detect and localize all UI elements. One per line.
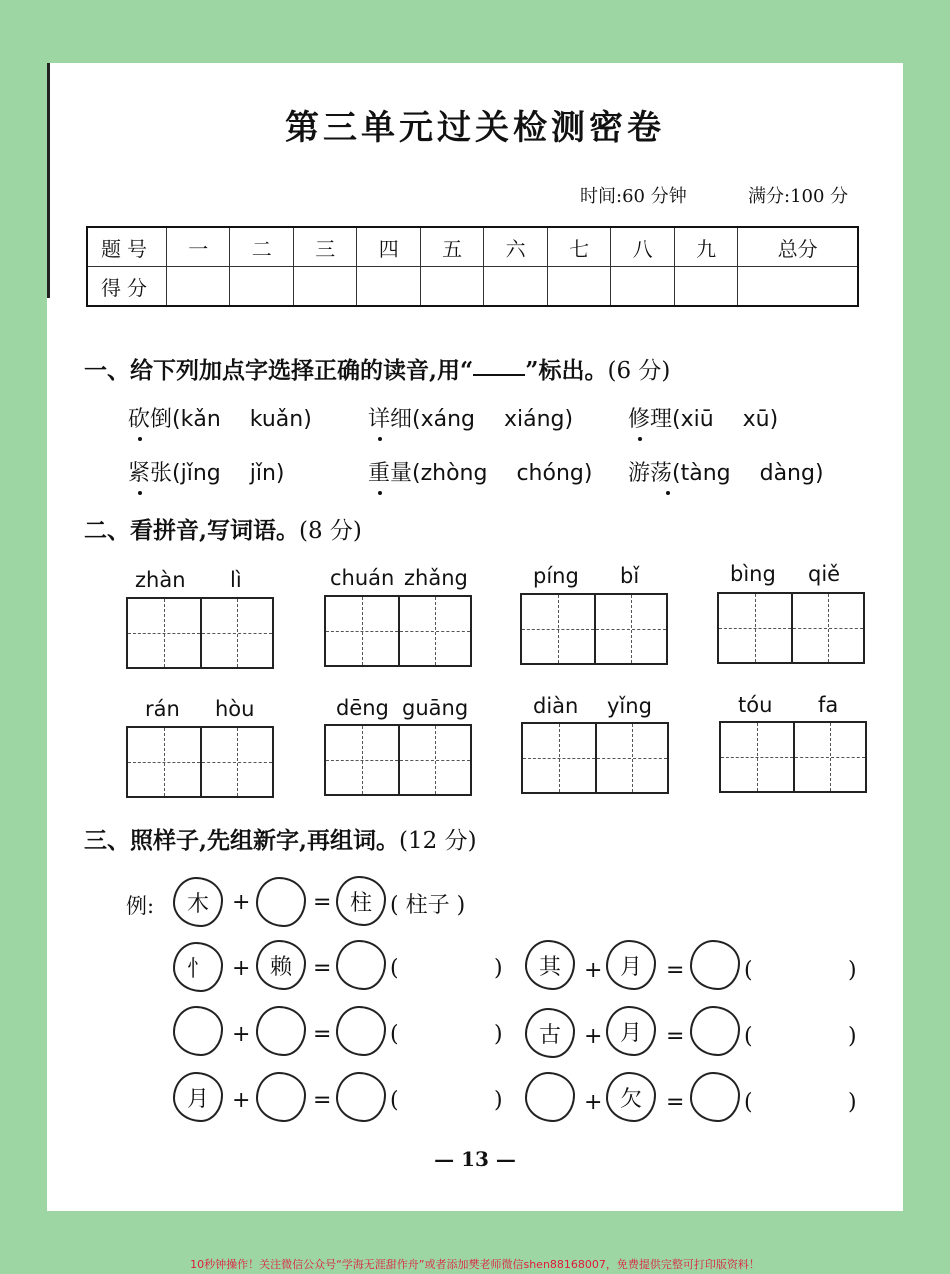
score-table-score-row: [87, 267, 858, 307]
score-cell[interactable]: [420, 267, 483, 307]
q1-item: [128, 456, 284, 487]
flower-box[interactable]: [336, 940, 386, 990]
plus-sign: +: [232, 1088, 251, 1113]
flower-box[interactable]: [690, 1006, 740, 1056]
plus-sign: +: [232, 890, 251, 915]
flower-box[interactable]: [256, 1072, 306, 1122]
pinyin-label: píng: [533, 564, 579, 588]
equals-sign: =: [666, 958, 685, 983]
pinyin-label: bìng: [730, 562, 776, 586]
q1-options[interactable]: (kǎn kuǎn): [172, 407, 312, 432]
score-cell[interactable]: [547, 267, 610, 307]
q1-options[interactable]: (tàng dàng): [672, 461, 824, 486]
score-col: 七: [547, 227, 610, 267]
flower-box[interactable]: [525, 1072, 575, 1122]
underline-sample: [473, 368, 525, 376]
q1-item: [368, 402, 573, 433]
open-paren: (: [744, 1024, 753, 1049]
example-label: 例:: [126, 894, 155, 918]
score-col: 一: [167, 227, 230, 267]
q1-options[interactable]: (xiū xū): [672, 407, 779, 432]
open-paren: (: [390, 956, 399, 981]
writing-grid[interactable]: [717, 592, 865, 664]
close-paren: ): [494, 1088, 503, 1113]
open-paren: (: [744, 958, 753, 983]
q1-options[interactable]: (xáng xiáng): [412, 407, 574, 432]
pinyin-label: fa: [818, 693, 839, 717]
q1-item: [628, 402, 778, 433]
section1-points: (6 分): [607, 358, 671, 384]
page-title: 第三单元过关检测密卷: [285, 108, 665, 148]
q1-word: 砍倒: [128, 407, 173, 432]
pinyin-label: diàn: [533, 694, 579, 718]
section3-heading: [84, 822, 477, 855]
score-table-header-row: [87, 227, 858, 267]
emphasis-dot: [138, 437, 142, 441]
writing-grid[interactable]: [521, 722, 669, 794]
equals-sign: =: [313, 956, 332, 981]
equals-sign: =: [313, 1088, 332, 1113]
score-col: 九: [674, 227, 737, 267]
section2-points: (8 分): [299, 518, 362, 544]
flower-box[interactable]: [336, 1006, 386, 1056]
flower-box[interactable]: 欠: [606, 1072, 656, 1122]
score-cell[interactable]: [611, 267, 674, 307]
writing-grid[interactable]: [126, 597, 274, 669]
close-paren: ): [848, 958, 857, 983]
score-table-row1-header: 题号: [87, 227, 167, 267]
score-cell[interactable]: [738, 267, 858, 307]
section2-title: 二、看拼音,写词语。: [84, 517, 300, 544]
q1-word: 紧张: [128, 461, 173, 486]
flower-box: 柱: [336, 876, 386, 926]
writing-grid[interactable]: [126, 726, 274, 798]
score-cell[interactable]: [293, 267, 356, 307]
flower-box: 木: [173, 877, 223, 927]
flower-box: [256, 877, 306, 927]
open-paren: (: [744, 1090, 753, 1115]
score-table-row2-header: 得分: [87, 267, 167, 307]
score-col: 六: [484, 227, 547, 267]
equals-sign: =: [666, 1024, 685, 1049]
pinyin-label: tóu: [738, 693, 773, 717]
q1-options[interactable]: (jǐng jǐn): [172, 461, 285, 486]
footer-notice: 10秒钟操作！关注微信公众号“学海无涯甜作舟”或者添加樊老师微信shen88168007，免费提供完整可打印版资料！: [190, 1258, 760, 1271]
section3-points: (12 分): [399, 828, 477, 854]
q1-word: 修理: [628, 407, 673, 432]
score-col: 五: [420, 227, 483, 267]
pinyin-label: dēng: [336, 696, 389, 720]
section1-heading: [84, 352, 670, 385]
page-edge: [47, 63, 50, 298]
pinyin-label: chuán: [330, 566, 395, 590]
emphasis-dot: [378, 491, 382, 495]
pinyin-label: zhǎng: [404, 566, 468, 590]
writing-grid[interactable]: [719, 721, 867, 793]
section1-title-b: ”标出。: [525, 357, 608, 384]
flower-box[interactable]: [690, 1072, 740, 1122]
time-label: 时间:60 分钟: [580, 186, 687, 207]
pinyin-label: qiě: [808, 562, 841, 586]
writing-grid[interactable]: [324, 595, 472, 667]
section1-title-a: 一、给下列加点字选择正确的读音,用“: [84, 357, 474, 384]
flower-box[interactable]: 其: [525, 940, 575, 990]
q1-item: [368, 456, 592, 487]
flower-box[interactable]: [690, 940, 740, 990]
close-paren: ): [494, 1022, 503, 1047]
page-number: — 13 —: [434, 1147, 516, 1171]
writing-grid[interactable]: [520, 593, 668, 665]
plus-sign: +: [584, 1024, 603, 1049]
score-cell[interactable]: [167, 267, 230, 307]
open-paren: (: [390, 1022, 399, 1047]
open-paren: (: [390, 1088, 399, 1113]
score-table: [86, 226, 859, 307]
plus-sign: +: [584, 958, 603, 983]
q1-word: 重量: [368, 461, 413, 486]
q1-item: [128, 402, 312, 433]
flower-box[interactable]: 忄: [173, 942, 223, 992]
pinyin-label: zhàn: [135, 568, 186, 592]
score-col: 四: [357, 227, 420, 267]
section3-title: 三、照样子,先组新字,再组词。: [84, 827, 400, 854]
pinyin-label: rán: [145, 697, 180, 721]
writing-grid[interactable]: [324, 724, 472, 796]
emphasis-dot: [138, 491, 142, 495]
pinyin-label: hòu: [215, 697, 255, 721]
q1-word: 游荡: [628, 461, 673, 486]
flower-box[interactable]: [256, 1006, 306, 1056]
flower-box[interactable]: 月: [606, 940, 656, 990]
score-col: 二: [230, 227, 293, 267]
close-paren: ): [494, 956, 503, 981]
score-col: 三: [293, 227, 356, 267]
equals-sign: =: [313, 1022, 332, 1047]
example-word: ( 柱子 ): [390, 893, 466, 918]
emphasis-dot: [638, 437, 642, 441]
pinyin-label: guāng: [402, 696, 469, 720]
q1-word: 详细: [368, 407, 413, 432]
score-cell[interactable]: [230, 267, 293, 307]
close-paren: ): [848, 1024, 857, 1049]
flower-box[interactable]: 月: [173, 1072, 223, 1122]
plus-sign: +: [232, 956, 251, 981]
emphasis-dot: [378, 437, 382, 441]
score-col: 总分: [738, 227, 858, 267]
flower-box[interactable]: [336, 1072, 386, 1122]
pinyin-label: lì: [230, 568, 242, 592]
equals-sign: =: [313, 890, 332, 915]
flower-box[interactable]: 赖: [256, 940, 306, 990]
emphasis-dot: [666, 491, 670, 495]
score-cell[interactable]: [484, 267, 547, 307]
full-score-label: 满分:100 分: [748, 186, 849, 207]
flower-box[interactable]: 月: [606, 1006, 656, 1056]
pinyin-label: yǐng: [607, 694, 652, 718]
close-paren: ): [848, 1090, 857, 1115]
q1-item: [628, 456, 824, 487]
flower-box[interactable]: [173, 1006, 223, 1056]
flower-box[interactable]: 古: [525, 1008, 575, 1058]
score-cell[interactable]: [674, 267, 737, 307]
pinyin-label: bǐ: [620, 564, 640, 588]
score-col: 八: [611, 227, 674, 267]
section2-heading: [84, 512, 362, 545]
q1-options[interactable]: (zhòng chóng): [412, 461, 593, 486]
equals-sign: =: [666, 1090, 685, 1115]
score-cell[interactable]: [357, 267, 420, 307]
plus-sign: +: [584, 1090, 603, 1115]
plus-sign: +: [232, 1022, 251, 1047]
